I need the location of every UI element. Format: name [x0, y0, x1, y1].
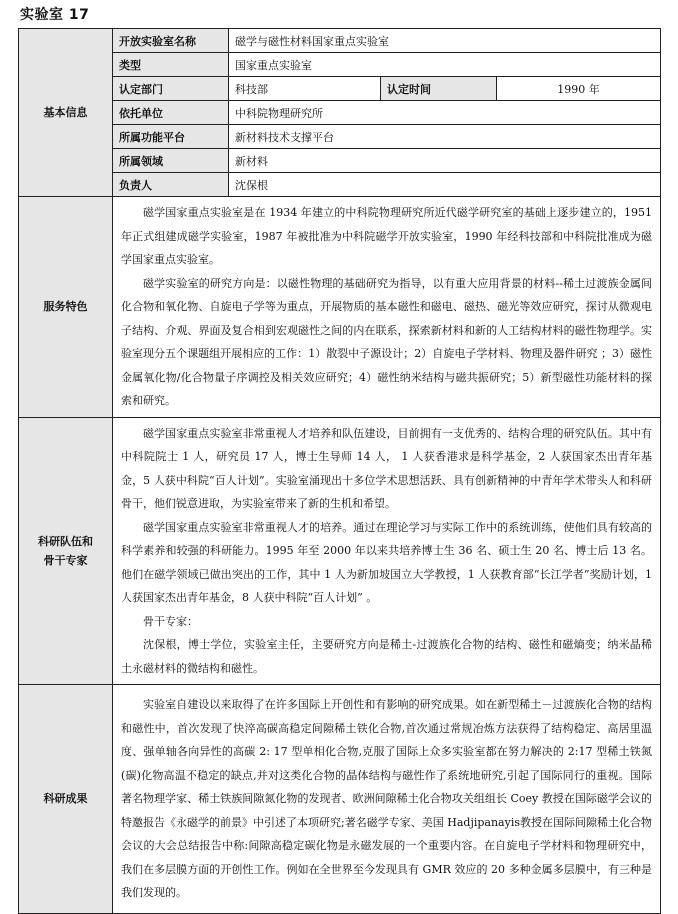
label-type: 类型 — [113, 53, 229, 77]
team-body — [113, 417, 661, 685]
row-dept — [19, 77, 661, 101]
label-lab-name: 开放实验室名称 — [113, 29, 229, 53]
row-type — [19, 53, 661, 77]
value-host: 中科院物理研究所 — [229, 101, 661, 125]
row-field — [19, 149, 661, 173]
results-paragraph: 实验室自建设以来取得了在许多国际上开创性和有影响的研究成果。如在新型稀土－过渡族化合物的结构和磁性中，首次发现了快淬高碳高稳定间隙稀土铁化合物,首次通过常规冶炼方法获得了结构稳定、高居里温度、强单轴各向异性的高碳 2: 17 型单相化合物,克服了国际上众多实验室都在努力解决的 2:17 型稀土铁氮(碳)化物高温不稳定的缺点,并对这类化合物的晶体结构与磁性作了系统地研究,引起了国际同行的重视。国际著名物理学家、稀土铁族间隙氮化物的发现者、欧洲间隙稀土化合物攻关组组长 Coey 教授在国际磁学会议的特邀报告《永磁学的前景》中引述了本项研究;著名磁学专家、美国 Hadjipanayis教授在国际间隙稀土化合物会议的大会总结报告中称:间隙高稳定碳化物是永磁发展的一个重要内容。在自旋电子学材料和物理研究中，我们在多层膜方面的开创性工作。例如在全世界至今发现具有 GMR 效应的 20 多种金属多层膜中，有三种是我们发现的。 — [121, 698, 653, 899]
team-paragraph: 磁学国家重点实验室非常重视人才培养和队伍建设，目前拥有一支优秀的、结构合理的研究队伍。其中有中科院院士 1 人，研究员 17 人，博士生导师 14 人， 1 人获香港求是科学基金，2 人获国家杰出青年基金，5 人获中科院“百人计划”。实验室涌现出十多位学术思想活跃、具有创新精神的中青年学术带头人和科研骨干，他们锐意进取，为实验室带来了新的生机和希望。 — [121, 426, 653, 510]
page-title: 实验室 17 — [20, 7, 90, 23]
section-team — [19, 417, 113, 685]
lab-info-table — [18, 28, 661, 914]
team-paragraph: 磁学国家重点实验室非常重视人才的培养。通过在理论学习与实际工作中的系统训练，使他们具有较高的科学素养和较强的科研能力。1995 年至 2000 年以来共培养博士生 36 名、硕士生 20 名、博士后 13 名。他们在磁学领域已做出突出的工作，其中 1 人为新加坡国立大学教授，1 人获教育部“长江学者”奖励计划，1 人获国家杰出青年基金，8 人获中科院“百人计划” 。 — [121, 520, 653, 604]
row-lab-name — [19, 29, 661, 53]
label-platform: 所属功能平台 — [113, 125, 229, 149]
value-head: 沈保根 — [229, 173, 661, 197]
value-lab-name: 磁学与磁性材料国家重点实验室 — [229, 29, 661, 53]
value-date: 1990 年 — [497, 77, 661, 101]
value-type: 国家重点实验室 — [229, 53, 661, 77]
value-dept: 科技部 — [229, 77, 381, 101]
results-body — [113, 685, 661, 914]
label-field: 所属领域 — [113, 149, 229, 173]
row-results — [19, 685, 661, 914]
value-platform: 新材料技术支撑平台 — [229, 125, 661, 149]
team-experts-heading: 骨干专家： — [143, 614, 198, 628]
row-platform — [19, 125, 661, 149]
service-body — [113, 197, 661, 418]
row-team — [19, 417, 661, 685]
row-head — [19, 173, 661, 197]
section-basic-info: 基本信息 — [19, 29, 113, 197]
label-dept: 认定部门 — [113, 77, 229, 101]
service-paragraph: 磁学国家重点实验室是在 1934 年建立的中科院物理研究所近代磁学研究室的基础上逐步建立的，1951 年正式组建成磁学实验室，1987 年被批准为中科院磁学开放实验室，1990 年经科技部和中科院批准成为磁学国家重点实验室。 — [121, 206, 653, 266]
value-field: 新材料 — [229, 149, 661, 173]
section-team-line1: 科研队伍和 — [38, 534, 93, 548]
label-date: 认定时间 — [381, 77, 497, 101]
section-team-line2: 骨干专家 — [43, 553, 88, 567]
label-host: 依托单位 — [113, 101, 229, 125]
row-service — [19, 197, 661, 418]
label-head: 负责人 — [113, 173, 229, 197]
section-service: 服务特色 — [19, 197, 113, 418]
team-expert-entry: 沈保根，博士学位，实验室主任，主要研究方向是稀土-过渡族化合物的结构、磁性和磁熵变；纳米晶稀土永磁材料的微结构和磁性。 — [121, 638, 653, 675]
section-results: 科研成果 — [19, 685, 113, 914]
service-paragraph: 磁学实验室的研究方向是：以磁性物理的基础研究为指导，以有重大应用背景的材料--稀土过渡族金属间化合物和氧化物、自旋电子学等为重点，开展物质的基本磁性和磁电、磁热、磁光等效应研究，探讨从微观电子结构、介观、界面及复合相到宏观磁性之间的内在联系，探索新材料和新的人工结构材料的磁性物理学。实验室现分五个课题组开展相应的工作：1）散裂中子源设计；2）自旋电子学材料、物理及器件研究 ；3）磁性金属氧化物/化合物量子序调控及相关效应研究；4）磁性纳米结构与磁共振研究；5）新型磁性功能材料的探索和研究。 — [121, 276, 653, 407]
row-host — [19, 101, 661, 125]
